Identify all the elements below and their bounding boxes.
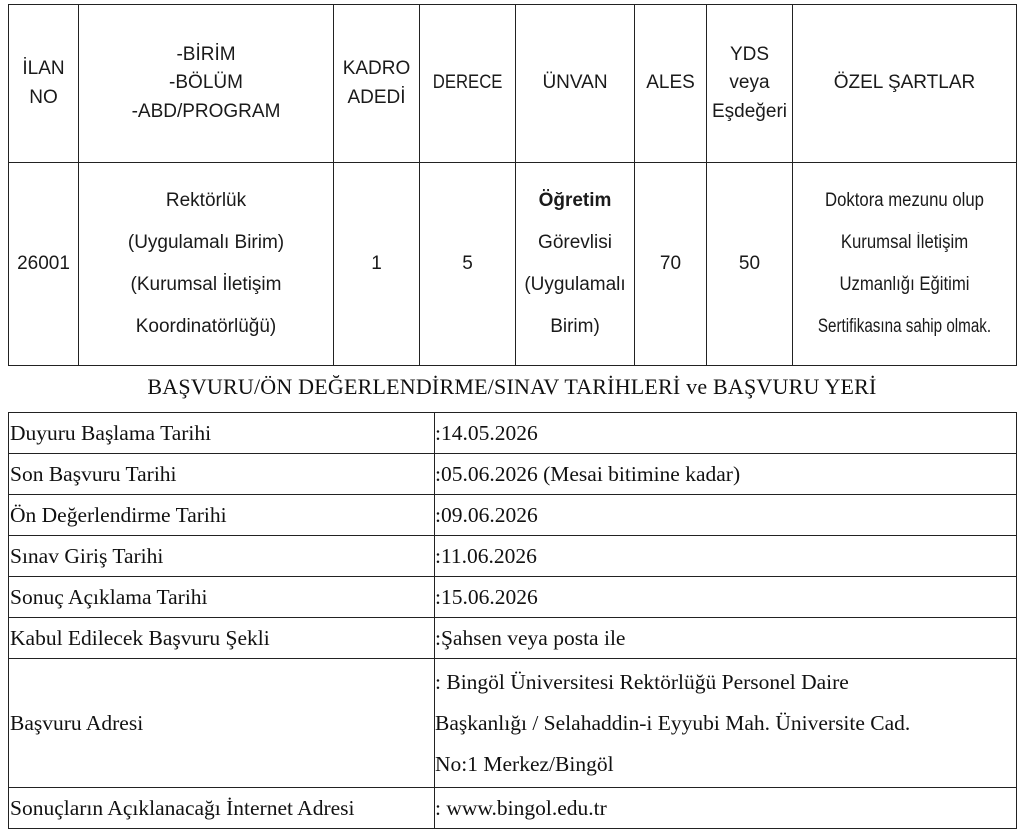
dates-label: Sonuç Açıklama Tarihi <box>9 577 435 618</box>
header-unvan: ÜNVAN <box>516 5 635 163</box>
application-dates-table <box>8 412 1017 829</box>
address-value: : Bingöl Üniversitesi Rektörlüğü Personel Daire Başkanlığı / Selahaddin-i Eyyubi Mah. Üniversite Cad. No:1 Merkez/Bingöl <box>435 659 1017 788</box>
dates-row <box>9 495 1017 536</box>
dates-row <box>9 618 1017 659</box>
cell-kadro-adedi: 1 <box>334 163 420 366</box>
header-ales: ALES <box>635 5 707 163</box>
dates-row <box>9 577 1017 618</box>
dates-label: Başvuru Adresi <box>9 659 435 788</box>
cell-unvan: Öğretim Görevlisi (Uygulamalı Birim) <box>516 163 635 366</box>
dates-value: :09.06.2026 <box>435 495 1017 536</box>
header-birim: -BİRİM -BÖLÜM -ABD/PROGRAM <box>79 5 334 163</box>
cell-ales: 70 <box>635 163 707 366</box>
dates-label: Ön Değerlendirme Tarihi <box>9 495 435 536</box>
header-ilan-no: İLAN NO <box>9 5 79 163</box>
dates-label: Sonuçların Açıklanacağı İnternet Adresi <box>9 788 435 829</box>
cell-ilan-no: 26001 <box>9 163 79 366</box>
dates-value: :14.05.2026 <box>435 413 1017 454</box>
dates-label: Duyuru Başlama Tarihi <box>9 413 435 454</box>
dates-label: Sınav Giriş Tarihi <box>9 536 435 577</box>
section-title: BAŞVURU/ÖN DEĞERLENDİRME/SINAV TARİHLERİ ve BAŞVURU YERİ <box>147 374 877 399</box>
dates-row <box>9 454 1017 495</box>
cell-yds: 50 <box>707 163 793 366</box>
dates-label: Son Başvuru Tarihi <box>9 454 435 495</box>
dates-row-address <box>9 659 1017 788</box>
job-table-header-row <box>9 5 1017 163</box>
header-derece: DERECE <box>420 5 516 163</box>
dates-row <box>9 413 1017 454</box>
job-table-row <box>9 163 1017 366</box>
dates-value: :Şahsen veya posta ile <box>435 618 1017 659</box>
cell-ozel-sartlar: Doktora mezunu olup Kurumsal İletişim Uzmanlığı Eğitimi Sertifikasına sahip olmak. <box>793 163 1017 366</box>
job-listing-table <box>8 4 1017 366</box>
dates-value: :11.06.2026 <box>435 536 1017 577</box>
header-ozel-sartlar: ÖZEL ŞARTLAR <box>793 5 1017 163</box>
dates-row <box>9 536 1017 577</box>
dates-label: Kabul Edilecek Başvuru Şekli <box>9 618 435 659</box>
dates-value: :05.06.2026 (Mesai bitimine kadar) <box>435 454 1017 495</box>
cell-derece: 5 <box>420 163 516 366</box>
header-kadro-adedi: KADRO ADEDİ <box>334 5 420 163</box>
dates-value: :15.06.2026 <box>435 577 1017 618</box>
dates-row <box>9 788 1017 829</box>
header-yds: YDS veya Eşdeğeri <box>707 5 793 163</box>
cell-birim: Rektörlük (Uygulamalı Birim) (Kurumsal İletişim Koordinatörlüğü) <box>79 163 334 366</box>
website-value: : www.bingol.edu.tr <box>435 788 1017 829</box>
